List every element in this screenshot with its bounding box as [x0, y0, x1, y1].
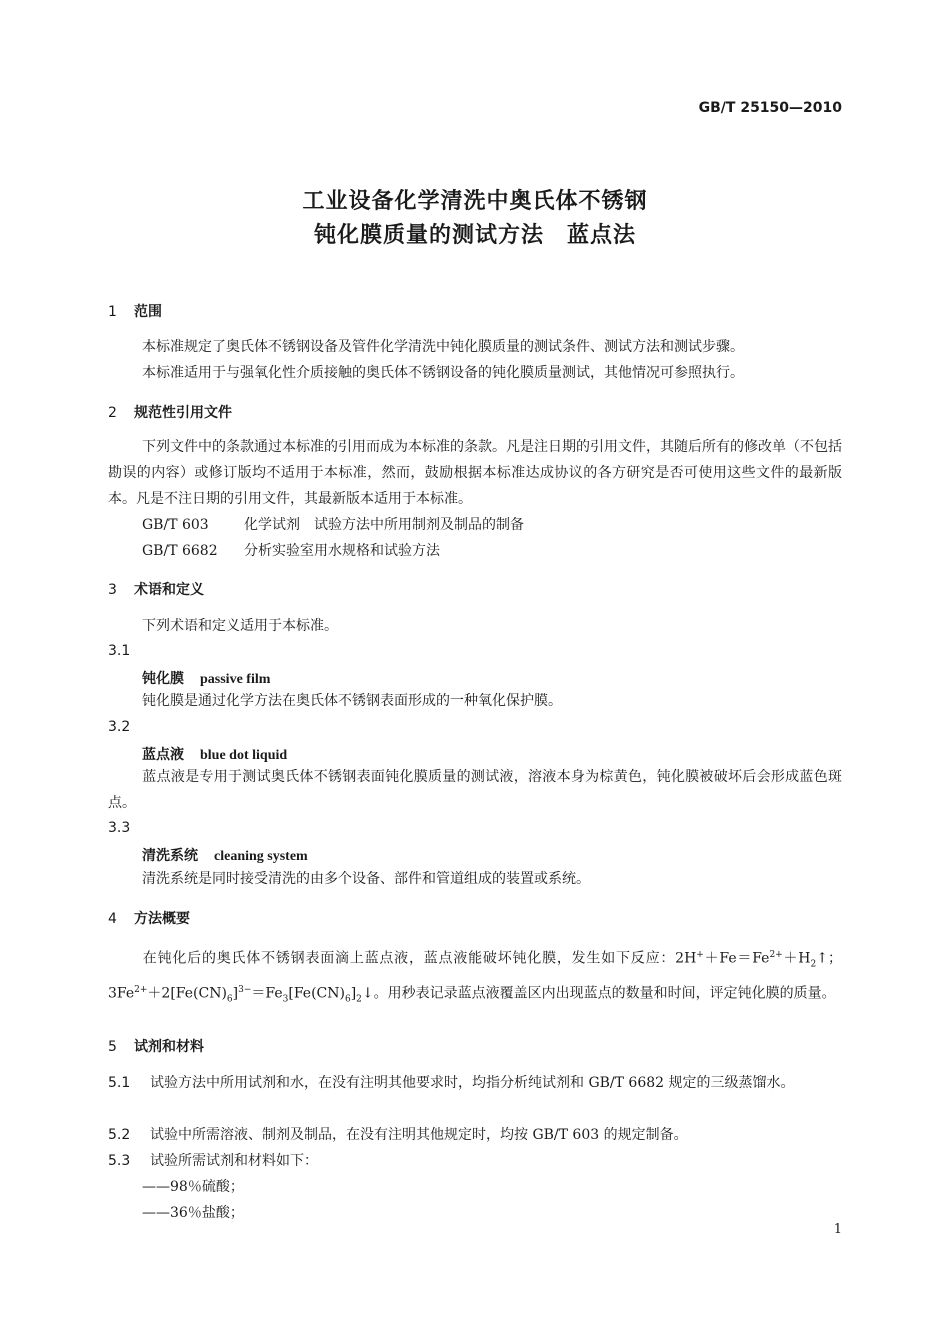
section-4-heading: [108, 908, 190, 928]
section-2-para-1: 下列文件中的条款通过本标准的引用而成为本标准的条款。凡是注日期的引用文件，其随后所有的修改单（不包括勘误的内容）或修订版均不适用于本标准，然而，鼓励根据本标准达成协议的各方研究是否可使用这些文件的最新版本。凡是不注日期的引用文件，其最新版本适用于本标准。: [108, 439, 842, 507]
term-en: passive film: [200, 672, 271, 687]
clause-number: 5.3: [108, 1153, 131, 1169]
page-number: 1: [833, 1222, 842, 1237]
term-3-1: [142, 668, 270, 688]
section-2-heading: [108, 402, 232, 422]
term-zh: 清洗系统: [142, 848, 198, 864]
clause-5-3: 5.3 试验所需试剂和材料如下：: [108, 1148, 842, 1174]
section-number: 5: [108, 1039, 117, 1055]
term-3-3-number: 3.3: [108, 820, 131, 836]
term-3-3-definition: 清洗系统是同时接受清洗的由多个设备、部件和管道组成的装置或系统。: [142, 871, 590, 887]
term-en: cleaning system: [214, 849, 308, 864]
clause-5-1: 5.1 试验方法中所用试剂和水，在没有注明其他要求时，均指分析纯试剂和 GB/T 6682 规定的三级蒸馏水。: [108, 1070, 842, 1096]
list-item: ——98％硫酸；: [142, 1179, 244, 1195]
term-3-1-definition: 钝化膜是通过化学方法在奥氏体不锈钢表面形成的一种氧化保护膜。: [142, 693, 562, 709]
section-1-para-1: 本标准规定了奥氏体不锈钢设备及管件化学清洗中钝化膜质量的测试条件、测试方法和测试步骤。: [142, 339, 744, 355]
section-3-intro: 下列术语和定义适用于本标准。: [142, 618, 338, 634]
section-title: 术语和定义: [134, 582, 204, 598]
section-number: 4: [108, 911, 117, 927]
term-3-2-definition: 蓝点液是专用于测试奥氏体不锈钢表面钝化膜质量的测试液，溶液本身为棕黄色，钝化膜被破坏后会形成蓝色斑点。: [108, 769, 842, 811]
section-3-heading: [108, 579, 204, 599]
section-5-heading: [108, 1036, 204, 1056]
section-1-heading: [108, 301, 162, 321]
term-3-1-number: 3.1: [108, 643, 131, 659]
clause-number: 5.1: [108, 1075, 131, 1091]
section-title: 方法概要: [134, 911, 190, 927]
section-number: 1: [108, 304, 117, 320]
term-3-2: [142, 744, 287, 764]
normative-reference-1: [142, 512, 524, 538]
reference-title: 分析实验室用水规格和试验方法: [244, 543, 440, 559]
document-title-line1: 工业设备化学清洗中奥氏体不锈钢: [302, 189, 648, 214]
section-title: 试剂和材料: [134, 1039, 204, 1055]
clause-number: 5.2: [108, 1127, 131, 1143]
reference-code: GB/T 603: [142, 517, 209, 533]
section-4-para: 在钝化后的奥氏体不锈钢表面滴上蓝点液，蓝点液能破坏钝化膜，发生如下反应：$2H^++Fe=Fe^{2+}+H_2↑$；$3Fe^{2+}+2[Fe(CN)_6]^{3-}=Fe_3[Fe(CN)_6]_2↓$。用秒表记录蓝点液覆盖区内出现蓝点的数量和时间，评定钝化膜的质量。: [108, 950, 842, 1005]
document-title-line2: 钝化膜质量的测试方法 蓝点法: [313, 223, 636, 248]
section-number: 2: [108, 405, 117, 421]
normative-reference-2: [142, 538, 440, 564]
list-item: ——36％盐酸；: [142, 1205, 244, 1221]
section-number: 3: [108, 582, 117, 598]
standard-code: GB/T 25150—2010: [698, 100, 842, 116]
reference-title: 化学试剂 试验方法中所用制剂及制品的制备: [244, 517, 524, 533]
term-zh: 钝化膜: [142, 671, 184, 687]
term-en: blue dot liquid: [200, 748, 288, 763]
reference-code: GB/T 6682: [142, 543, 218, 559]
clause-5-2: 5.2 试验中所需溶液、制剂及制品，在没有注明其他规定时，均按 GB/T 603 的规定制备。: [108, 1122, 842, 1148]
term-3-2-number: 3.2: [108, 719, 131, 735]
section-title: 规范性引用文件: [134, 405, 232, 421]
term-3-3: [142, 845, 308, 865]
section-1-para-2: 本标准适用于与强氧化性介质接触的奥氏体不锈钢设备的钝化膜质量测试，其他情况可参照执行。: [142, 365, 744, 381]
term-zh: 蓝点液: [142, 747, 184, 763]
section-title: 范围: [134, 304, 162, 320]
